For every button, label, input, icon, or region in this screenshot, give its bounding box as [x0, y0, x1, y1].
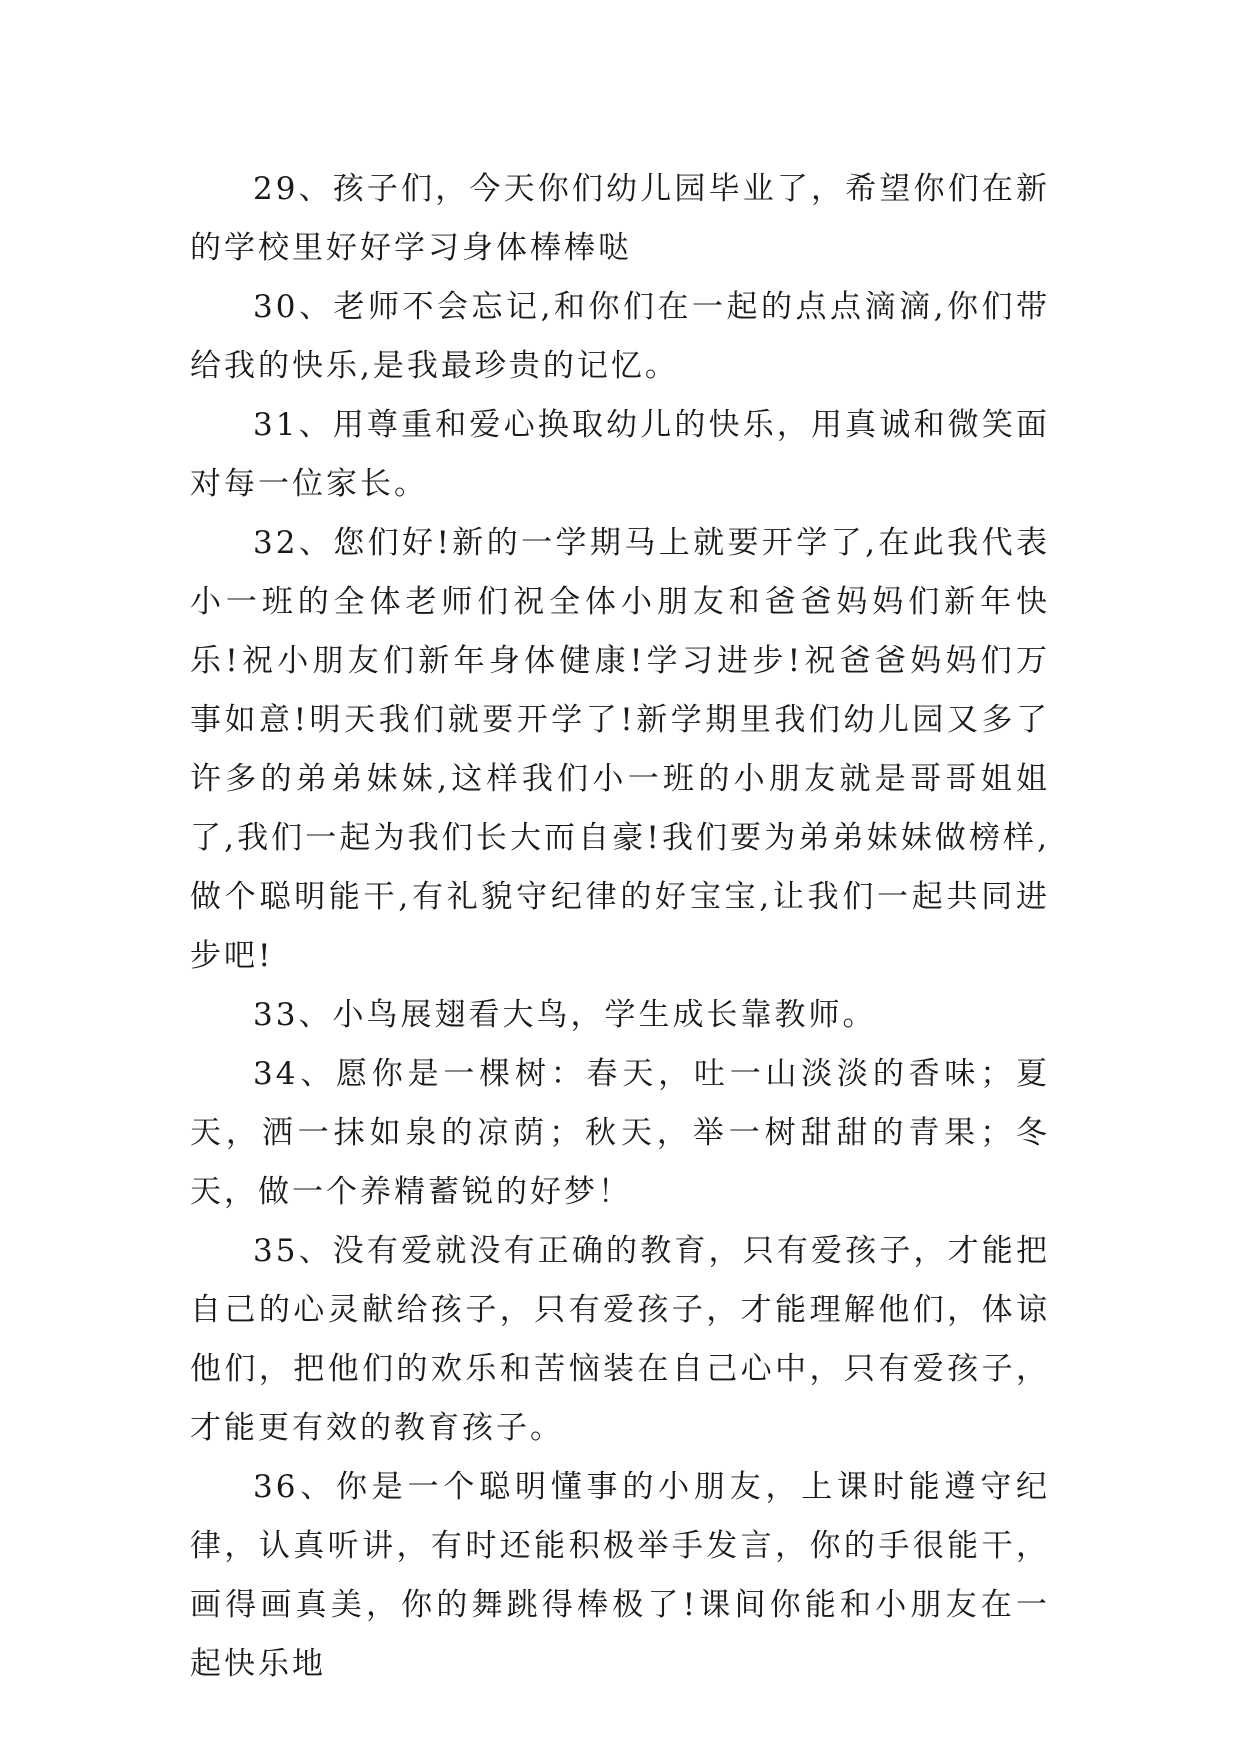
paragraph-36: 36、你是一个聪明懂事的小朋友，上课时能遵守纪律，认真听讲，有时还能积极举手发言，你的手很能干，画得画真美，你的舞跳得棒极了!课间你能和小朋友在一起快乐地: [190, 1469, 1050, 1682]
paragraph-34: 34、愿你是一棵树：春天，吐一山淡淡的香味；夏天，洒一抹如泉的凉荫；秋天，举一树甜甜的青果；冬天，做一个养精蓄锐的好梦！: [190, 1056, 1050, 1210]
paragraph-35: 35、没有爱就没有正确的教育，只有爱孩子，才能把自己的心灵献给孩子，只有爱孩子，才能理解他们，体谅他们，把他们的欢乐和苦恼装在自己心中，只有爱孩子，才能更有效的教育孩子。: [190, 1233, 1050, 1446]
paragraph-32: 32、您们好!新的一学期马上就要开学了,在此我代表小一班的全体老师们祝全体小朋友和爸爸妈妈们新年快乐!祝小朋友们新年身体健康!学习进步!祝爸爸妈妈们万事如意!明天我们就要开学了!新学期里我们幼儿园又多了许多的弟弟妹妹,这样我们小一班的小朋友就是哥哥姐姐了,我们一起为我们长大而自豪!我们要为弟弟妹妹做榜样,做个聪明能干,有礼貌守纪律的好宝宝,让我们一起共同进步吧!: [190, 525, 1050, 974]
document-body: [190, 160, 1050, 1694]
paragraph-31: 31、用尊重和爱心换取幼儿的快乐，用真诚和微笑面对每一位家长。: [190, 407, 1050, 502]
paragraph-29: 29、孩子们，今天你们幼儿园毕业了，希望你们在新的学校里好好学习身体棒棒哒: [190, 171, 1050, 266]
paragraph-33: 33、小鸟展翅看大鸟，学生成长靠教师。: [253, 997, 877, 1033]
paragraph-30: 30、老师不会忘记,和你们在一起的点点滴滴,你们带给我的快乐,是我最珍贵的记忆。: [190, 289, 1050, 384]
